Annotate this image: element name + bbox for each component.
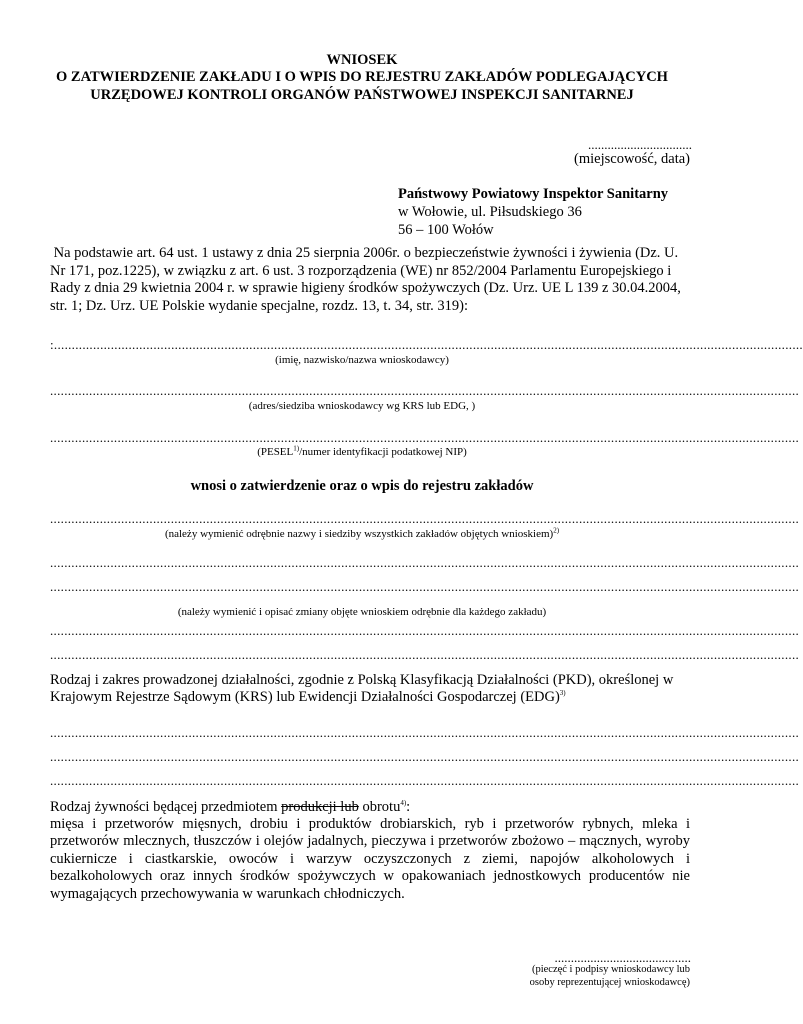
footnote-4-marker: 4) — [400, 799, 407, 808]
legal-basis-paragraph — [50, 245, 690, 315]
place-date-caption: (miejscowość, data) — [574, 151, 690, 167]
activity-field-line3[interactable]: ................................................................................................................................................................................................................... — [50, 773, 800, 788]
form-title: WNIOSEK — [326, 52, 398, 68]
plants-caption: (należy wymienić odrębnie nazwy i siedziby wszystkich zakładów objętych wnioskiem)$^{2)}$ — [164, 526, 560, 540]
activity-description: Rodzaj i zakres prowadzonej działalności, zgodnie z Polską Klasyfikacją Działalności (PKD), określonej w Krajowym Rejestrze Sądowym (KRS) lub Ewidencji Działalności Gospodarczej (EDG)$^{3)}$ — [50, 672, 674, 706]
plants-field[interactable]: ................................................................................................................................................................................................................... — [50, 511, 800, 526]
pesel-nip-field[interactable]: ................................................................................................................................................................................................................... — [50, 430, 800, 445]
footnote-3-marker: 3) — [559, 689, 566, 698]
footnote-2-marker: 2) — [553, 526, 560, 535]
struck-text: produkcji lub — [281, 799, 359, 815]
pesel-nip-caption: (PESEL$^{1)}$/numer identyfikacji podatkowej NIP) — [257, 444, 467, 458]
recipient-street: w Wołowie, ul. Piłsudskiego 36 — [398, 204, 582, 220]
applicant-name-caption: (imię, nazwisko/nazwa wnioskodawcy) — [275, 354, 449, 366]
legal-basis-text: Na podstawie art. 64 ust. 1 ustawy z dnia 25 sierpnia 2006r. o bezpieczeństwie żywności i żywienia (Dz. U. Nr 171, poz.1225), w związku z art. 6 ust. 3 rozporządzenia (WE) nr 852/2004 Parlamentu Europejskiego i Rady z dnia 29 kwietnia 2004 r. w sprawie higieny środków spożywczych (Dz. Urz. UE L 139 z 30.04.2004, str. 1; Dz. Urz. UE Polskie wydanie specjalne, rozdz. 13, t. 34, str. 319): — [50, 245, 681, 314]
activity-field-line2[interactable]: ................................................................................................................................................................................................................... — [50, 749, 800, 764]
applicant-address-caption: (adres/siedziba wnioskodawcy wg KRS lub EDG, ) — [248, 400, 476, 412]
plants-field-line3[interactable]: ................................................................................................................................................................................................................... — [50, 579, 800, 594]
request-heading: wnosi o zatwierdzenie oraz o wpis do rejestru zakładów — [190, 478, 534, 494]
signature-field[interactable]: .......................................... — [554, 950, 691, 965]
signature-caption: (pieczęć i podpisy wnioskodawcy lub osoby reprezentującej wnioskodawcę) — [529, 964, 690, 988]
recipient-name: Państwowy Powiatowy Inspektor Sanitarny — [398, 186, 669, 202]
changes-caption: (należy wymienić i opisać zmiany objęte wnioskiem odrębnie dla każdego zakładu) — [177, 606, 547, 618]
footnote-1-marker: 1) — [293, 444, 300, 453]
recipient-city: 56 – 100 Wołów — [398, 222, 494, 238]
recipient-address — [398, 185, 668, 239]
food-type-list: mięsa i przetworów mięsnych, drobiu i produktów drobiarskich, ryb i przetworów rybnych, mleka i przetworów mlecznych, tłuszczów i olejów jadalnych, pieczywa i przetworów zbożowo – mącznych, wyroby cukiernicze i ciastkarskie, owoców i warzyw oczyszczonych z ziemi, napojów alkoholowych i bezalkoholowych oraz innych środków spożywczych w opakowaniach jednostkowych producentów nie wymagających przechowywania w warunkach chłodniczych. — [50, 816, 690, 902]
form-title-line2: O ZATWIERDZENIE ZAKŁADU I O WPIS DO REJESTRU ZAKŁADÓW PODLEGAJĄCYCH — [56, 69, 668, 85]
applicant-name-field[interactable]: :................................................................................................................................................................................................................... — [50, 337, 803, 352]
activity-field[interactable]: ................................................................................................................................................................................................................... — [50, 725, 800, 740]
changes-field[interactable]: ................................................................................................................................................................................................................... — [50, 623, 800, 638]
applicant-address-field[interactable]: ................................................................................................................................................................................................................... — [50, 383, 800, 398]
form-title-line3: URZĘDOWEJ KONTROLI ORGANÓW PAŃSTWOWEJ INSPEKCJI SANITARNEJ — [90, 87, 634, 103]
food-type-label: Rodzaj żywności będącej przedmiotem produkcji lub obrotu$^{4)}$: — [50, 799, 411, 815]
changes-field-line2[interactable]: ................................................................................................................................................................................................................... — [50, 647, 800, 662]
plants-field-line2[interactable]: ................................................................................................................................................................................................................... — [50, 555, 800, 570]
place-date-field[interactable]: ................................ — [588, 137, 692, 152]
